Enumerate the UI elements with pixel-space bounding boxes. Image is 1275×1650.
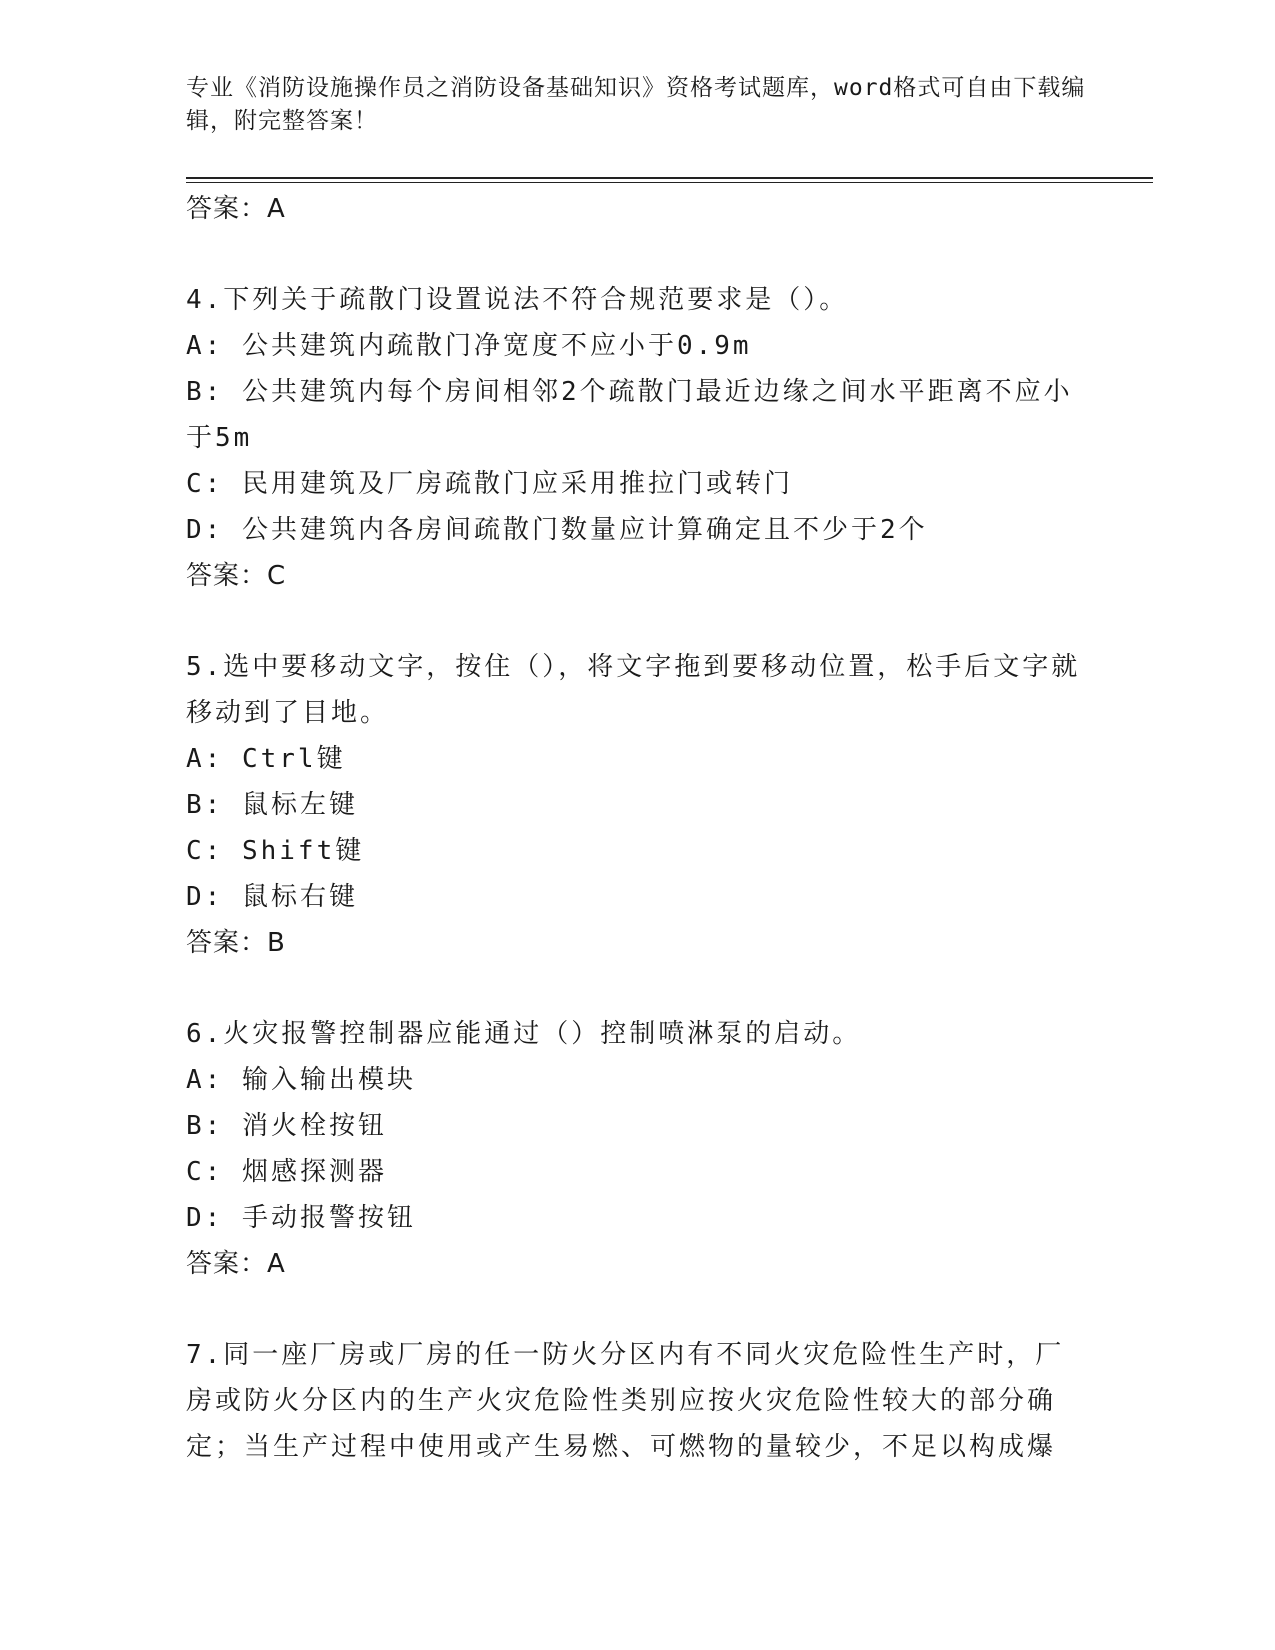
question-block xyxy=(186,644,1086,966)
question-text: 7.同一座厂房或厂房的任一防火分区内有不同火灾危险性生产时，厂房或防火分区内的生产火灾危险性类别应按火灾危险性较大的部分确定；当生产过程中使用或产生易燃、可燃物的量较少，不足以构成爆 xyxy=(186,1340,1065,1462)
answer-line: 答案：A xyxy=(186,194,286,224)
option-b: B: 公共建筑内每个房间相邻2个疏散门最近边缘之间水平距离不应小于5m xyxy=(186,377,1073,453)
question-block xyxy=(186,1011,1086,1287)
question-text: 5.选中要移动文字，按住（），将文字拖到要移动位置，松手后文字就移动到了目地。 xyxy=(186,652,1081,728)
document-header: 专业《消防设施操作员之消防设备基础知识》资格考试题库，word格式可自由下载编辑，附完整答案！ xyxy=(186,75,1086,134)
option-c: C: 民用建筑及厂房疏散门应采用推拉门或转门 xyxy=(186,469,793,499)
option-d: D: 手动报警按钮 xyxy=(186,1203,416,1233)
header-rule-thick xyxy=(186,177,1153,179)
option-a: A: Ctrl键 xyxy=(186,744,346,774)
question-list xyxy=(186,186,1086,1470)
option-c: C: Shift键 xyxy=(186,836,365,866)
option-d: D: 鼠标右键 xyxy=(186,882,358,912)
option-a: A: 公共建筑内疏散门净宽度不应小于0.9m xyxy=(186,331,752,361)
question-block xyxy=(186,1332,1086,1470)
option-c: C: 烟感探测器 xyxy=(186,1157,387,1187)
question-text: 6.火灾报警控制器应能通过（）控制喷淋泵的启动。 xyxy=(186,1019,862,1049)
option-a: A: 输入输出模块 xyxy=(186,1065,416,1095)
option-d: D: 公共建筑内各房间疏散门数量应计算确定且不少于2个 xyxy=(186,515,928,545)
answer-line: 答案：B xyxy=(186,928,286,958)
question-block xyxy=(186,277,1086,599)
header-rule-thin xyxy=(186,182,1153,183)
option-b: B: 消火栓按钮 xyxy=(186,1111,387,1141)
question-text: 4.下列关于疏散门设置说法不符合规范要求是（）。 xyxy=(186,285,849,315)
answer-line: 答案：C xyxy=(186,561,287,591)
option-b: B: 鼠标左键 xyxy=(186,790,358,820)
answer-line: 答案：A xyxy=(186,1249,286,1279)
